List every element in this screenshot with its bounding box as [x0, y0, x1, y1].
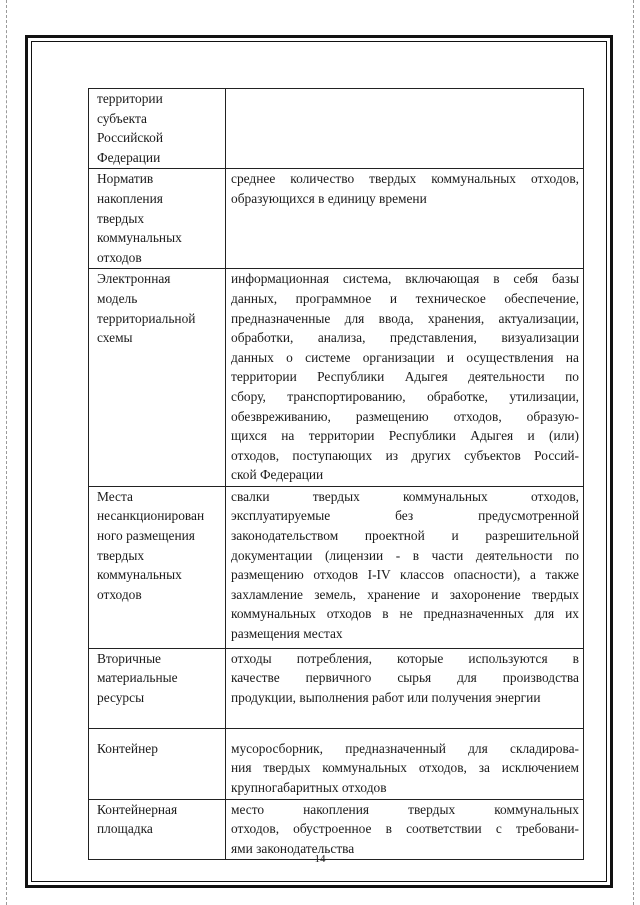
- term-line: Места: [97, 488, 133, 504]
- term-line: ного размещения: [97, 528, 195, 544]
- term-line: модель: [97, 290, 138, 306]
- table-row: [89, 648, 584, 728]
- table-row: [89, 486, 584, 648]
- definition-line: данных о системе организации и осуществления на: [231, 349, 579, 365]
- term-cell: [89, 486, 226, 648]
- term-cell: [89, 269, 226, 487]
- term-cell: [89, 728, 226, 799]
- definition-line: продукции, выполнения работ или получения энергии: [231, 690, 541, 706]
- table-row: [89, 89, 584, 169]
- term-line: Российской: [97, 130, 163, 146]
- term-line: субъекта: [97, 110, 147, 126]
- term-cell: [89, 169, 226, 269]
- definition-line: размещению отходов I-IV классов опасности), а также: [231, 567, 579, 583]
- definition-line: законодательством проектной и разрешительной: [231, 528, 579, 544]
- definition-cell: [226, 799, 584, 860]
- term-line: твердых: [97, 210, 145, 226]
- definition-line: предназначенные для ввода, хранения, актуализации,: [231, 310, 579, 326]
- definition-cell: [226, 486, 584, 648]
- term-line: коммунальных: [97, 230, 182, 246]
- definition-line: обезвреживанию, размещению отходов, образую-: [231, 408, 579, 424]
- definition-line: коммунальных отходов в не предназначенных для их: [231, 606, 579, 622]
- definition-line: крупногабаритных отходов: [231, 780, 387, 796]
- definition-line: отходов, поступающих из других субъектов Россий-: [231, 447, 579, 463]
- term-line: Контейнерная: [97, 801, 178, 817]
- table-row: [89, 169, 584, 269]
- page-number: 14: [314, 853, 326, 865]
- definition-cell: [226, 728, 584, 799]
- definition-cell: [226, 169, 584, 269]
- definition-line: эксплуатируемые без предусмотренной: [231, 508, 579, 524]
- term-line: коммунальных: [97, 567, 182, 583]
- definition-cell: [226, 269, 584, 487]
- term-line: твердых: [97, 547, 145, 563]
- term-cell: [89, 648, 226, 728]
- definition-line: ской Федерации: [231, 467, 324, 483]
- term-line: схемы: [97, 330, 133, 346]
- term-cell: [89, 89, 226, 169]
- definition-line: место накопления твердых коммунальных: [231, 801, 579, 817]
- term-line: Электронная: [97, 271, 171, 287]
- term-line: территории: [97, 91, 163, 106]
- definition-line: свалки твердых коммунальных отходов,: [231, 488, 579, 504]
- definition-line: обработки, анализа, представления, визуализации: [231, 330, 579, 346]
- term-line: ресурсы: [97, 690, 145, 706]
- terms-table: [88, 88, 584, 860]
- term-line: материальные: [97, 670, 178, 686]
- term-cell: [89, 799, 226, 860]
- definition-line: захламление земель, хранение и захоронение твердых: [231, 586, 579, 602]
- term-line: накопления: [97, 190, 163, 206]
- definition-line: ями законодательства: [231, 840, 355, 856]
- scan-edge-left: [6, 0, 7, 905]
- definition-line: щихся на территории Республики Адыгея и (или): [231, 428, 579, 444]
- table-row: [89, 799, 584, 860]
- scan-edge-right: [633, 0, 634, 905]
- term-line: Контейнер: [97, 740, 158, 756]
- definition-line: мусоросборник, предназначенный для складирова-: [231, 740, 579, 756]
- term-line: отходов: [97, 586, 142, 602]
- table-row: [89, 269, 584, 487]
- term-line: площадка: [97, 821, 153, 837]
- definition-line: отходов, обустроенное в соответствии с требовани-: [231, 821, 579, 837]
- definition-line: документации (лицензии - в части деятельности по: [231, 547, 579, 563]
- definition-line: качестве первичного сырья для производства: [231, 670, 579, 686]
- table-row: [89, 728, 584, 799]
- definition-line: размещения местах: [231, 626, 343, 642]
- term-line: Вторичные: [97, 650, 162, 666]
- definition-line: среднее количество твердых коммунальных отходов,: [231, 171, 579, 187]
- term-line: Норматив: [97, 171, 154, 187]
- definition-line: информационная система, включающая в себя базы: [231, 271, 579, 287]
- definition-line: ния твердых коммунальных отходов, за исключением: [231, 760, 579, 776]
- term-line: отходов: [97, 249, 142, 265]
- term-line: территориальной: [97, 310, 196, 326]
- definition-line: территории Республики Адыгея деятельности по: [231, 369, 579, 385]
- definition-line: сбору, транспортированию, обработке, утилизации,: [231, 388, 579, 404]
- definition-line: образующихся в единицу времени: [231, 190, 427, 206]
- definition-cell: [226, 648, 584, 728]
- definition-cell: [226, 89, 584, 169]
- term-line: Федерации: [97, 149, 161, 165]
- definition-line: отходы потребления, которые используются в: [231, 650, 579, 666]
- term-line: несанкционирован: [97, 508, 205, 524]
- definition-line: данных, программное и техническое обеспечение,: [231, 290, 579, 306]
